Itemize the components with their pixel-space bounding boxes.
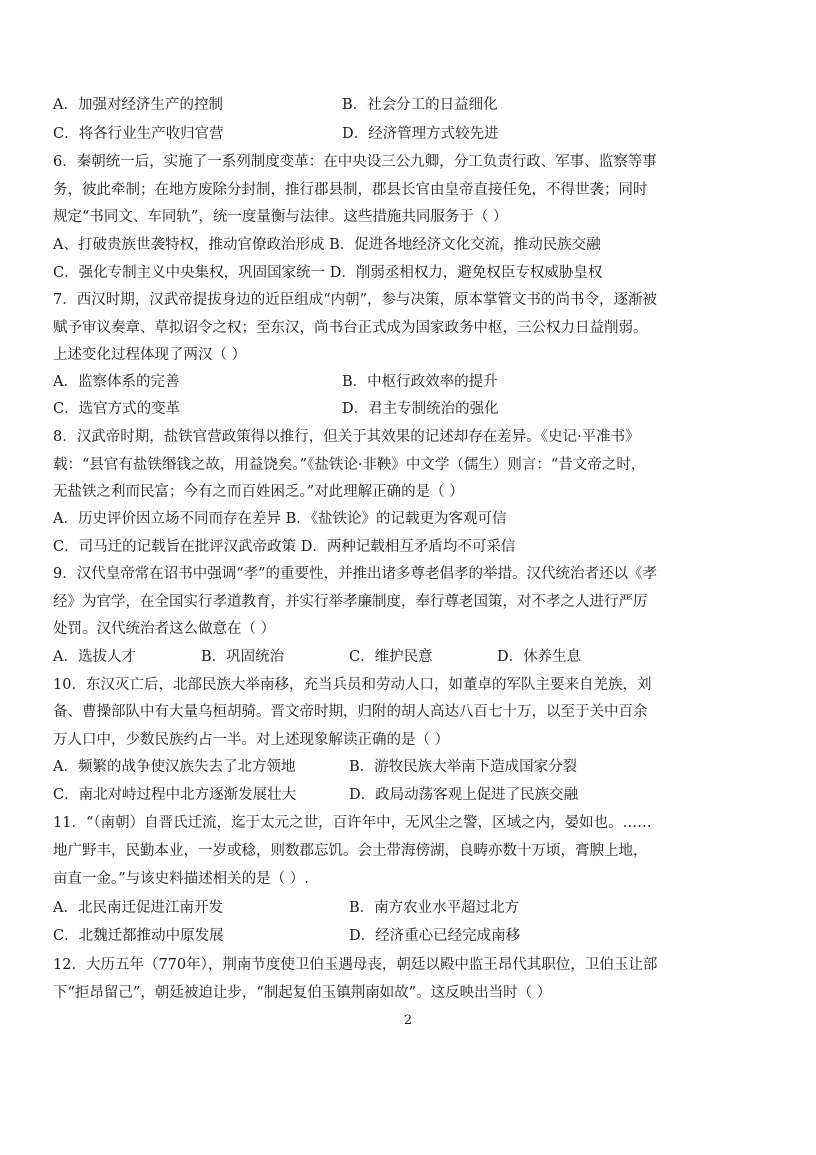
q5-option-a: A．加强对经济生产的控制 [53,97,223,113]
q8-stem-line-3: 无盐铁之利而民富；今有之而百姓困乏。”对此理解正确的是（ ） [53,484,464,500]
q5-option-d: D．经济管理方式较先进 [342,126,499,142]
q11-stem-line-3: 亩直一金。”与该史料描述相关的是（ ）. [53,871,309,887]
q12-stem-line-2: 下“拒昂留己”，朝廷被迫让步，“制起复伯玉镇荆南如故”。这反映出当时（ ） [53,985,552,1001]
q9-option-a: A．选拔人才 [53,649,136,665]
q6-stem-line-1: 6．秦朝统一后，实施了一系列制度变革：在中央设三公九卿，分工负责行政、军事、监察等事 [53,154,657,170]
q11-stem-line-2: 地广野丰，民勤本业，一岁或稔，则数郡忘饥。会土带海傍湖，良畴亦数十万顷，膏腴上地， [53,843,648,859]
q6-option-cd: C．强化专制主义中央集权，巩固国家统一 D．削弱丞相权力，避免权臣专权威胁皇权 [53,265,603,281]
q10-stem-line-3: 万人口中，少数民族约占一半。对上述现象解读正确的是（ ） [53,732,450,748]
q11-option-a: A．北民南迁促进江南开发 [53,900,223,916]
q11-stem-line-1: 11．“（南朝）自晋氏迁流，迄于太元之世，百许年中，无风尘之警，区域之内，晏如也。…… [53,815,652,831]
q7-option-c: C．选官方式的变革 [53,401,181,417]
q12-stem-line-1: 12．大历五年（770年），荆南节度使卫伯玉遇母丧，朝廷以殿中监王昂代其职位，卫伯玉让部 [53,957,658,973]
q10-stem-line-2: 备、曹操部队中有大量乌桓胡骑。晋文帝时期，归附的胡人高达八百七十万，以至于关中百余 [53,704,648,720]
q8-stem-line-1: 8．汉武帝时期，盐铁官营政策得以推行，但关于其效果的记述却存在差异。《史记·平准书》 [53,429,640,445]
q7-option-a: A．监察体系的完善 [53,374,180,390]
q9-stem-line-2: 经》为官学，在全国实行孝道教育，并实行举孝廉制度，奉行尊老国策，对不孝之人进行严厉 [53,594,648,610]
q9-option-b: B．巩固统治 [201,649,285,665]
q7-stem-line-2: 赋予审议奏章、草拟诏令之权；至东汉，尚书台正式成为国家政务中枢，三公权力日益削弱。 [53,320,648,336]
q11-option-b: B．南方农业水平超过北方 [349,900,520,916]
q9-stem-line-3: 处罚。汉代统治者这么做意在（ ） [53,621,276,637]
page-number: 2 [403,1013,413,1028]
q7-stem-line-3: 上述变化过程体现了两汉（ ） [53,347,247,363]
q10-option-a: A．频繁的战争使汉族失去了北方领地 [53,759,296,775]
q5-option-c: C．将各行业生产收归官营 [53,126,224,142]
q11-option-d: D．经济重心已经完成南移 [349,928,521,944]
q6-option-ab: A、打破贵族世袭特权，推动官僚政治形成 B．促进各地经济文化交流，推动民族交融 [53,237,601,253]
q10-option-c: C．南北对峙过程中北方逐渐发展壮大 [53,787,297,803]
q7-option-d: D．君主专制统治的强化 [342,401,499,417]
q10-option-b: B．游牧民族大举南下造成国家分裂 [349,759,578,775]
q5-option-b: B．社会分工的日益细化 [342,97,498,113]
q8-option-ab: A．历史评价因立场不同而存在差异 B．《盐铁论》的记载更为客观可信 [53,511,507,527]
q9-option-c: C．维护民意 [349,649,433,665]
q7-stem-line-1: 7．西汉时期，汉武帝提拔身边的近臣组成“内朝”，参与决策，原本掌管文书的尚书令，逐渐被 [53,292,658,308]
q6-stem-line-2: 务，彼此牵制；在地方废除分封制，推行郡县制，郡县长官由皇帝直接任免，不得世袭；同时 [53,182,648,198]
q10-stem-line-1: 10．东汉灭亡后，北部民族大举南移，充当兵员和劳动人口，如董卓的军队主要来自羌族，刘 [53,677,652,693]
q9-option-d: D．休养生息 [497,649,582,665]
q7-option-b: B．中枢行政效率的提升 [342,374,498,390]
q9-stem-line-1: 9．汉代皇帝常在诏书中强调“孝”的重要性，并推出诸多尊老倡孝的举措。汉代统治者还以《孝 [53,566,658,582]
q10-option-d: D．政局动荡客观上促进了民族交融 [349,787,579,803]
q11-option-c: C．北魏迁都推动中原发展 [53,928,224,944]
q8-option-cd: C．司马迁的记载旨在批评汉武帝政策 D．两种记载相互矛盾均不可采信 [53,539,516,555]
q8-stem-line-2: 载：“县官有盐铁缗钱之故，用益饶矣。”《盐铁论·非鞅》中文学（儒生）则言：“昔文帝之时， [53,457,646,473]
q6-stem-line-3: 规定“书同文、车同轨”，统一度量衡与法律。这些措施共同服务于（ ） [53,209,508,225]
